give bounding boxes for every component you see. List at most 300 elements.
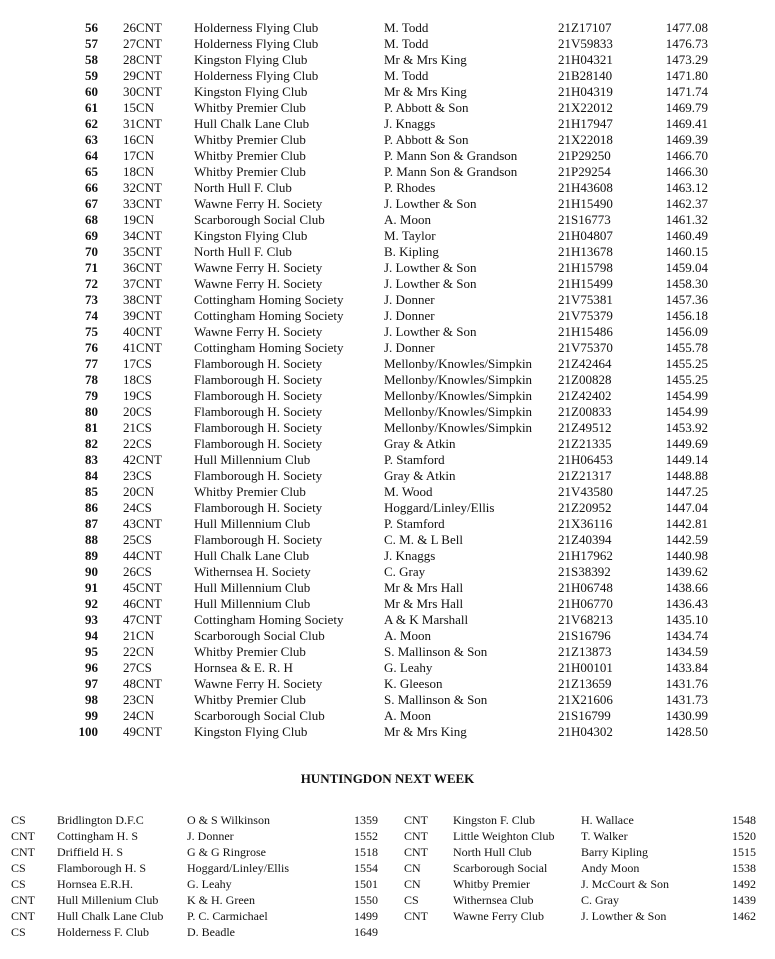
position-cell: 94 bbox=[85, 628, 98, 643]
owner-name-cell: J. Donner bbox=[384, 308, 435, 323]
section-code-cell: 20CS bbox=[123, 404, 152, 419]
section-cell: CNT bbox=[11, 829, 35, 843]
section-code-cell: 22CS bbox=[123, 436, 152, 451]
section-code-cell: 21CS bbox=[123, 420, 152, 435]
club-name-cell: Hull Chalk Lane Club bbox=[194, 548, 310, 563]
contact-cell: J. Lowther & Son bbox=[581, 909, 667, 923]
position-cell: 80 bbox=[85, 404, 98, 419]
ring-number-cell: 21Z42464 bbox=[558, 356, 612, 371]
result-row bbox=[0, 532, 775, 548]
section-code-cell: 29CNT bbox=[123, 68, 162, 83]
velocity-cell: 1473.29 bbox=[665, 52, 708, 67]
velocity-cell: 1466.70 bbox=[665, 148, 708, 163]
ring-number-cell: 21S16796 bbox=[558, 628, 611, 643]
points-cell: 1439 bbox=[732, 893, 756, 907]
owner-name-cell: Mr & Mrs King bbox=[384, 724, 467, 739]
ring-number-cell: 21S16773 bbox=[558, 212, 611, 227]
owner-name-cell: J. Lowther & Son bbox=[384, 196, 477, 211]
position-cell: 66 bbox=[85, 180, 98, 195]
result-row bbox=[0, 212, 775, 228]
position-cell: 56 bbox=[85, 20, 98, 35]
points-cell: 1499 bbox=[354, 909, 378, 923]
ring-number-cell: 21B28140 bbox=[558, 68, 613, 83]
section-code-cell: 37CNT bbox=[123, 276, 162, 291]
club-name-cell: Flamborough H. Society bbox=[194, 468, 323, 483]
club-name-cell: Wawne Ferry H. Society bbox=[194, 676, 323, 691]
points-cell: 1538 bbox=[732, 861, 756, 875]
contact-cell: C. Gray bbox=[581, 893, 619, 907]
position-cell: 92 bbox=[85, 596, 98, 611]
club-name-cell: Withernsea H. Society bbox=[194, 564, 311, 579]
result-row bbox=[0, 724, 775, 740]
section-code-cell: 22CN bbox=[123, 644, 155, 659]
velocity-cell: 1454.99 bbox=[665, 404, 708, 419]
club-name-cell: Kingston Flying Club bbox=[194, 724, 308, 739]
club-name-cell: Hull Millennium Club bbox=[194, 596, 311, 611]
club-name-cell: Whitby Premier Club bbox=[194, 100, 306, 115]
result-row bbox=[0, 164, 775, 180]
club-name-cell: Whitby Premier Club bbox=[194, 484, 306, 499]
result-row bbox=[0, 84, 775, 100]
position-cell: 57 bbox=[85, 36, 98, 51]
points-cell: 1501 bbox=[354, 877, 378, 891]
velocity-cell: 1439.62 bbox=[665, 564, 708, 579]
result-row bbox=[0, 36, 775, 52]
club-name-cell: Kingston Flying Club bbox=[194, 228, 308, 243]
velocity-cell: 1448.88 bbox=[665, 468, 708, 483]
position-cell: 72 bbox=[85, 276, 98, 291]
position-cell: 58 bbox=[85, 52, 98, 67]
club-name-cell: Kingston Flying Club bbox=[194, 84, 308, 99]
ring-number-cell: 21Z00828 bbox=[558, 372, 612, 387]
position-cell: 64 bbox=[85, 148, 98, 163]
owner-name-cell: M. Todd bbox=[384, 36, 429, 51]
points-cell: 1515 bbox=[732, 845, 756, 859]
section-code-cell: 20CN bbox=[123, 484, 155, 499]
owner-name-cell: P. Stamford bbox=[384, 516, 445, 531]
owner-name-cell: J. Lowther & Son bbox=[384, 276, 477, 291]
club-name-cell: Flamborough H. Society bbox=[194, 356, 323, 371]
owner-name-cell: C. Gray bbox=[384, 564, 426, 579]
result-row bbox=[0, 244, 775, 260]
section-code-cell: 19CN bbox=[123, 212, 155, 227]
position-cell: 73 bbox=[85, 292, 98, 307]
club-name-cell: Whitby Premier Club bbox=[194, 148, 306, 163]
section-code-cell: 26CS bbox=[123, 564, 152, 579]
club-name-cell: Flamborough H. Society bbox=[194, 420, 323, 435]
owner-name-cell: Gray & Atkin bbox=[384, 436, 456, 451]
section-code-cell: 44CNT bbox=[123, 548, 162, 563]
owner-name-cell: S. Mallinson & Son bbox=[384, 692, 488, 707]
next-week-row bbox=[388, 876, 773, 892]
next-week-row bbox=[0, 828, 385, 844]
ring-number-cell: 21Z40394 bbox=[558, 532, 612, 547]
section-code-cell: 42CNT bbox=[123, 452, 162, 467]
club-name-cell: Cottingham Homing Society bbox=[194, 612, 344, 627]
velocity-cell: 1456.18 bbox=[665, 308, 708, 323]
club-name-cell: Whitby Premier Club bbox=[194, 692, 306, 707]
result-row bbox=[0, 500, 775, 516]
velocity-cell: 1442.59 bbox=[665, 532, 708, 547]
section-cell: CNT bbox=[404, 829, 428, 843]
owner-name-cell: B. Kipling bbox=[384, 244, 439, 259]
result-row bbox=[0, 116, 775, 132]
section-cell: CN bbox=[404, 861, 421, 875]
club-name-cell: Scarborough Social Club bbox=[194, 212, 325, 227]
result-row bbox=[0, 260, 775, 276]
points-cell: 1520 bbox=[732, 829, 756, 843]
result-row bbox=[0, 660, 775, 676]
result-row bbox=[0, 452, 775, 468]
position-cell: 67 bbox=[85, 196, 98, 211]
velocity-cell: 1431.73 bbox=[665, 692, 708, 707]
next-week-row bbox=[0, 844, 385, 860]
results-table bbox=[0, 20, 775, 740]
result-row bbox=[0, 612, 775, 628]
owner-name-cell: Mr & Mrs King bbox=[384, 84, 467, 99]
section-code-cell: 46CNT bbox=[123, 596, 162, 611]
owner-name-cell: A. Moon bbox=[384, 628, 431, 643]
owner-name-cell: P. Rhodes bbox=[384, 180, 436, 195]
club-cell: Hornsea E.R.H. bbox=[57, 877, 133, 891]
owner-name-cell: M. Todd bbox=[384, 68, 429, 83]
velocity-cell: 1434.59 bbox=[665, 644, 708, 659]
section-code-cell: 16CN bbox=[123, 132, 155, 147]
velocity-cell: 1447.25 bbox=[665, 484, 708, 499]
position-cell: 78 bbox=[85, 372, 98, 387]
club-name-cell: Flamborough H. Society bbox=[194, 436, 323, 451]
velocity-cell: 1457.36 bbox=[665, 292, 708, 307]
club-cell: Holderness F. Club bbox=[57, 925, 150, 939]
next-week-row bbox=[0, 892, 385, 908]
next-week-row bbox=[388, 908, 773, 924]
ring-number-cell: 21H04319 bbox=[558, 84, 613, 99]
section-code-cell: 27CNT bbox=[123, 36, 162, 51]
velocity-cell: 1431.76 bbox=[665, 676, 708, 691]
result-row bbox=[0, 148, 775, 164]
contact-cell: P. C. Carmichael bbox=[187, 909, 268, 923]
velocity-cell: 1471.74 bbox=[665, 84, 708, 99]
next-week-heading: HUNTINGDON NEXT WEEK bbox=[300, 771, 475, 786]
ring-number-cell: 21V75379 bbox=[558, 308, 613, 323]
club-name-cell: Cottingham Homing Society bbox=[194, 308, 344, 323]
section-code-cell: 26CNT bbox=[123, 20, 162, 35]
ring-number-cell: 21Z13659 bbox=[558, 676, 612, 691]
result-row bbox=[0, 484, 775, 500]
velocity-cell: 1461.32 bbox=[665, 212, 708, 227]
owner-name-cell: Mellonby/Knowles/Simpkin bbox=[384, 372, 533, 387]
owner-name-cell: A & K Marshall bbox=[384, 612, 469, 627]
section-cell: CS bbox=[11, 877, 26, 891]
ring-number-cell: 21V59833 bbox=[558, 36, 613, 51]
velocity-cell: 1471.80 bbox=[665, 68, 708, 83]
position-cell: 76 bbox=[85, 340, 98, 355]
owner-name-cell: P. Stamford bbox=[384, 452, 445, 467]
owner-name-cell: J. Donner bbox=[384, 340, 435, 355]
result-row bbox=[0, 276, 775, 292]
owner-name-cell: C. M. & L Bell bbox=[384, 532, 463, 547]
section-code-cell: 23CN bbox=[123, 692, 155, 707]
result-row bbox=[0, 324, 775, 340]
owner-name-cell: S. Mallinson & Son bbox=[384, 644, 488, 659]
section-code-cell: 18CN bbox=[123, 164, 155, 179]
ring-number-cell: 21V75370 bbox=[558, 340, 613, 355]
result-row bbox=[0, 68, 775, 84]
club-cell: Scarborough Social bbox=[453, 861, 548, 875]
result-row bbox=[0, 132, 775, 148]
result-row bbox=[0, 708, 775, 724]
velocity-cell: 1455.78 bbox=[665, 340, 708, 355]
ring-number-cell: 21V75381 bbox=[558, 292, 613, 307]
club-cell: Hull Millenium Club bbox=[57, 893, 159, 907]
velocity-cell: 1436.43 bbox=[665, 596, 708, 611]
section-code-cell: 43CNT bbox=[123, 516, 162, 531]
next-week-row bbox=[0, 812, 385, 828]
result-row bbox=[0, 372, 775, 388]
section-code-cell: 31CNT bbox=[123, 116, 162, 131]
position-cell: 69 bbox=[85, 228, 98, 243]
position-cell: 63 bbox=[85, 132, 98, 147]
velocity-cell: 1453.92 bbox=[665, 420, 708, 435]
ring-number-cell: 21Z42402 bbox=[558, 388, 612, 403]
section-code-cell: 17CS bbox=[123, 356, 152, 371]
ring-number-cell: 21S16799 bbox=[558, 708, 611, 723]
section-code-cell: 21CN bbox=[123, 628, 155, 643]
club-cell: North Hull Club bbox=[453, 845, 532, 859]
section-code-cell: 27CS bbox=[123, 660, 152, 675]
section-cell: CNT bbox=[404, 813, 428, 827]
position-cell: 79 bbox=[85, 388, 98, 403]
velocity-cell: 1466.30 bbox=[665, 164, 708, 179]
club-name-cell: Holderness Flying Club bbox=[194, 68, 319, 83]
points-cell: 1649 bbox=[354, 925, 378, 939]
section-code-cell: 32CNT bbox=[123, 180, 162, 195]
ring-number-cell: 21P29250 bbox=[558, 148, 611, 163]
section-cell: CNT bbox=[11, 909, 35, 923]
contact-cell: K & H. Green bbox=[187, 893, 255, 907]
result-row bbox=[0, 420, 775, 436]
velocity-cell: 1459.04 bbox=[665, 260, 708, 275]
position-cell: 82 bbox=[85, 436, 98, 451]
next-week-row bbox=[388, 892, 773, 908]
position-cell: 100 bbox=[78, 724, 98, 739]
velocity-cell: 1477.08 bbox=[665, 20, 708, 35]
points-cell: 1462 bbox=[732, 909, 756, 923]
ring-number-cell: 21P29254 bbox=[558, 164, 611, 179]
section-code-cell: 49CNT bbox=[123, 724, 162, 739]
result-row bbox=[0, 628, 775, 644]
position-cell: 62 bbox=[85, 116, 98, 131]
section-code-cell: 15CN bbox=[123, 100, 155, 115]
owner-name-cell: Gray & Atkin bbox=[384, 468, 456, 483]
owner-name-cell: J. Knaggs bbox=[384, 548, 436, 563]
ring-number-cell: 21X36116 bbox=[558, 516, 613, 531]
velocity-cell: 1435.10 bbox=[665, 612, 708, 627]
section-code-cell: 45CNT bbox=[123, 580, 162, 595]
velocity-cell: 1440.98 bbox=[665, 548, 708, 563]
ring-number-cell: 21V68213 bbox=[558, 612, 613, 627]
ring-number-cell: 21X21606 bbox=[558, 692, 613, 707]
ring-number-cell: 21H15490 bbox=[558, 196, 613, 211]
ring-number-cell: 21H06748 bbox=[558, 580, 613, 595]
velocity-cell: 1449.14 bbox=[665, 452, 708, 467]
ring-number-cell: 21H04807 bbox=[558, 228, 613, 243]
ring-number-cell: 21H15499 bbox=[558, 276, 613, 291]
ring-number-cell: 21H15486 bbox=[558, 324, 613, 339]
section-code-cell: 24CS bbox=[123, 500, 152, 515]
result-row bbox=[0, 516, 775, 532]
section-code-cell: 38CNT bbox=[123, 292, 162, 307]
velocity-cell: 1463.12 bbox=[665, 180, 708, 195]
ring-number-cell: 21Z49512 bbox=[558, 420, 612, 435]
result-row bbox=[0, 580, 775, 596]
club-name-cell: North Hull F. Club bbox=[194, 180, 292, 195]
club-cell: Withernsea Club bbox=[453, 893, 534, 907]
contact-cell: Hoggard/Linley/Ellis bbox=[187, 861, 289, 875]
position-cell: 84 bbox=[85, 468, 98, 483]
club-name-cell: Whitby Premier Club bbox=[194, 644, 306, 659]
club-name-cell: North Hull F. Club bbox=[194, 244, 292, 259]
position-cell: 74 bbox=[85, 308, 98, 323]
points-cell: 1552 bbox=[354, 829, 378, 843]
ring-number-cell: 21H06453 bbox=[558, 452, 613, 467]
section-code-cell: 30CNT bbox=[123, 84, 162, 99]
position-cell: 61 bbox=[85, 100, 98, 115]
ring-number-cell: 21H04302 bbox=[558, 724, 613, 739]
contact-cell: G & G Ringrose bbox=[187, 845, 266, 859]
club-cell: Whitby Premier bbox=[453, 877, 530, 891]
owner-name-cell: Mellonby/Knowles/Simpkin bbox=[384, 356, 533, 371]
result-row bbox=[0, 564, 775, 580]
club-cell: Driffield H. S bbox=[57, 845, 124, 859]
contact-cell: T. Walker bbox=[581, 829, 628, 843]
velocity-cell: 1449.69 bbox=[665, 436, 708, 451]
result-row bbox=[0, 548, 775, 564]
points-cell: 1359 bbox=[354, 813, 378, 827]
club-name-cell: Hull Millennium Club bbox=[194, 452, 311, 467]
club-name-cell: Scarborough Social Club bbox=[194, 708, 325, 723]
club-name-cell: Scarborough Social Club bbox=[194, 628, 325, 643]
velocity-cell: 1447.04 bbox=[665, 500, 708, 515]
position-cell: 97 bbox=[85, 676, 98, 691]
owner-name-cell: J. Lowther & Son bbox=[384, 260, 477, 275]
ring-number-cell: 21V43580 bbox=[558, 484, 613, 499]
club-cell: Hull Chalk Lane Club bbox=[57, 909, 164, 923]
result-row bbox=[0, 404, 775, 420]
owner-name-cell: J. Donner bbox=[384, 292, 435, 307]
owner-name-cell: M. Todd bbox=[384, 20, 429, 35]
ring-number-cell: 21H43608 bbox=[558, 180, 613, 195]
ring-number-cell: 21H00101 bbox=[558, 660, 613, 675]
ring-number-cell: 21S38392 bbox=[558, 564, 611, 579]
velocity-cell: 1476.73 bbox=[665, 36, 708, 51]
ring-number-cell: 21H15798 bbox=[558, 260, 613, 275]
contact-cell: Andy Moon bbox=[581, 861, 640, 875]
velocity-cell: 1469.39 bbox=[665, 132, 708, 147]
result-row bbox=[0, 52, 775, 68]
points-cell: 1550 bbox=[354, 893, 378, 907]
section-code-cell: 23CS bbox=[123, 468, 152, 483]
position-cell: 59 bbox=[85, 68, 98, 83]
owner-name-cell: Hoggard/Linley/Ellis bbox=[384, 500, 495, 515]
result-row bbox=[0, 356, 775, 372]
owner-name-cell: A. Moon bbox=[384, 708, 431, 723]
ring-number-cell: 21Z00833 bbox=[558, 404, 612, 419]
velocity-cell: 1433.84 bbox=[665, 660, 708, 675]
result-row bbox=[0, 436, 775, 452]
result-row bbox=[0, 292, 775, 308]
club-name-cell: Hull Millennium Club bbox=[194, 516, 311, 531]
owner-name-cell: G. Leahy bbox=[384, 660, 433, 675]
section-cell: CNT bbox=[11, 845, 35, 859]
ring-number-cell: 21H17947 bbox=[558, 116, 613, 131]
section-code-cell: 48CNT bbox=[123, 676, 162, 691]
club-cell: Cottingham H. S bbox=[57, 829, 139, 843]
section-cell: CS bbox=[11, 861, 26, 875]
section-cell: CNT bbox=[11, 893, 35, 907]
velocity-cell: 1469.79 bbox=[665, 100, 708, 115]
ring-number-cell: 21Z21317 bbox=[558, 468, 612, 483]
position-cell: 86 bbox=[85, 500, 98, 515]
ring-number-cell: 21H13678 bbox=[558, 244, 613, 259]
club-name-cell: Flamborough H. Society bbox=[194, 500, 323, 515]
section-code-cell: 47CNT bbox=[123, 612, 162, 627]
ring-number-cell: 21H06770 bbox=[558, 596, 613, 611]
club-cell: Wawne Ferry Club bbox=[453, 909, 545, 923]
section-cell: CNT bbox=[404, 845, 428, 859]
velocity-cell: 1454.99 bbox=[665, 388, 708, 403]
velocity-cell: 1438.66 bbox=[665, 580, 708, 595]
ring-number-cell: 21Z20952 bbox=[558, 500, 612, 515]
position-cell: 91 bbox=[85, 580, 98, 595]
position-cell: 95 bbox=[85, 644, 98, 659]
velocity-cell: 1428.50 bbox=[665, 724, 708, 739]
club-name-cell: Flamborough H. Society bbox=[194, 532, 323, 547]
owner-name-cell: J. Knaggs bbox=[384, 116, 436, 131]
position-cell: 96 bbox=[85, 660, 98, 675]
owner-name-cell: P. Abbott & Son bbox=[384, 132, 469, 147]
position-cell: 71 bbox=[85, 260, 98, 275]
position-cell: 98 bbox=[85, 692, 98, 707]
section-code-cell: 41CNT bbox=[123, 340, 162, 355]
ring-number-cell: 21Z21335 bbox=[558, 436, 612, 451]
position-cell: 75 bbox=[85, 324, 98, 339]
club-cell: Little Weighton Club bbox=[453, 829, 555, 843]
contact-cell: J. Donner bbox=[187, 829, 234, 843]
velocity-cell: 1469.41 bbox=[665, 116, 708, 131]
next-week-row bbox=[388, 828, 773, 844]
section-cell: CNT bbox=[404, 909, 428, 923]
position-cell: 90 bbox=[85, 564, 98, 579]
owner-name-cell: P. Abbott & Son bbox=[384, 100, 469, 115]
section-cell: CS bbox=[404, 893, 419, 907]
position-cell: 99 bbox=[85, 708, 98, 723]
result-row bbox=[0, 644, 775, 660]
position-cell: 65 bbox=[85, 164, 98, 179]
section-code-cell: 17CN bbox=[123, 148, 155, 163]
position-cell: 70 bbox=[85, 244, 98, 259]
club-name-cell: Cottingham Homing Society bbox=[194, 292, 344, 307]
club-name-cell: Flamborough H. Society bbox=[194, 372, 323, 387]
section-code-cell: 33CNT bbox=[123, 196, 162, 211]
club-name-cell: Wawne Ferry H. Society bbox=[194, 260, 323, 275]
velocity-cell: 1455.25 bbox=[665, 356, 708, 371]
next-week-row bbox=[0, 908, 385, 924]
velocity-cell: 1460.15 bbox=[665, 244, 708, 259]
velocity-cell: 1455.25 bbox=[665, 372, 708, 387]
result-row bbox=[0, 676, 775, 692]
section-code-cell: 36CNT bbox=[123, 260, 162, 275]
